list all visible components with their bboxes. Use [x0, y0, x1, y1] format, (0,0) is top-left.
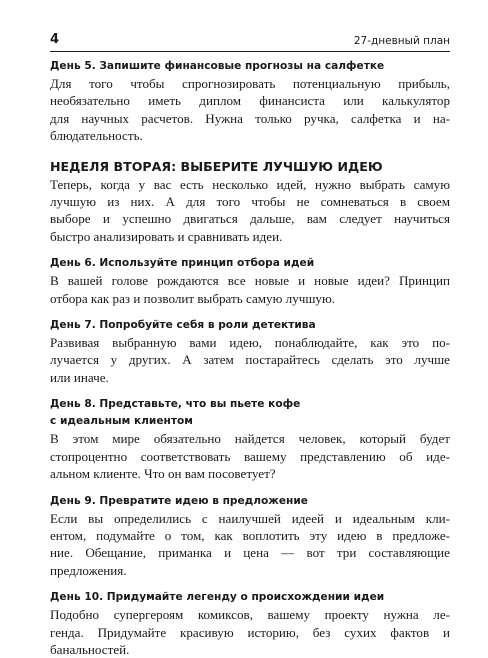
day-5-heading: День 5. Запишите финансовые прогнозы на салфетке — [50, 60, 385, 72]
week-2-heading: НЕДЕЛЯ ВТОРАЯ: ВЫБЕРИТЕ ЛУЧШУЮ ИДЕЮ — [50, 158, 383, 174]
text-line: Подобно супергероям комиксов, вашему проекту нужна ле- — [50, 607, 450, 623]
day-7-text — [50, 334, 450, 386]
text-line: лучается у других. А затем постарайтесь сделать это лучше — [50, 352, 450, 368]
day-6-text — [50, 272, 450, 307]
week-2-text — [50, 176, 450, 246]
text-line: ентом, подумайте о том, как воплотить эту идею в предложе- — [50, 527, 450, 543]
text-line: блюдательность. — [50, 128, 143, 144]
section-day-5 — [50, 58, 450, 145]
day-9-text — [50, 510, 450, 580]
text-line: необязательно иметь диплом финансиста или калькулятор — [50, 93, 450, 109]
section-day-9 — [50, 493, 450, 580]
text-line: альном клиенте. Что он вам посоветует? — [50, 466, 276, 482]
text-line: быстро анализировать и сравнивать идеи. — [50, 228, 283, 244]
running-title: 27-дневный план — [353, 35, 450, 47]
running-header — [50, 30, 450, 52]
day-10-heading: День 10. Придумайте легенду о происхождении идеи — [50, 591, 385, 604]
text-line: ние. Обещание, приманка и цена — вот три составляющие — [50, 545, 450, 561]
section-day-6 — [50, 255, 450, 307]
day-6-heading: День 6. Используйте принцип отбора идей — [50, 257, 315, 270]
text-line: Для того чтобы спрогнозировать потенциальную прибыль, — [50, 76, 450, 91]
day-10-text — [50, 606, 450, 658]
day-5-text — [50, 75, 450, 145]
text-line: стопроцентно соответствовать вашему представлению об иде- — [50, 448, 450, 464]
text-line: банальностей. — [50, 641, 130, 657]
section-day-7 — [50, 317, 450, 386]
day-8-heading-line-2: с идеальным клиентом — [50, 415, 193, 428]
text-line: отбора как раз и позволит выбрать самую лучшую. — [50, 290, 336, 306]
day-7-heading: День 7. Попробуйте себя в роли детектива — [50, 319, 316, 332]
text-line: выборе и успешно двигаться дальше, вам следует научиться — [50, 211, 450, 227]
text-line: В вашей голове рождаются все новые и новые идеи? Принцип — [50, 273, 450, 289]
text-line: Теперь, когда у вас есть несколько идей, нужно выбрать самую — [50, 176, 450, 192]
text-line: В этом мире обязательно найдется человек, который будет — [50, 431, 450, 447]
text-line: лучшую из них. А для того чтобы не сомневаться в своем — [50, 194, 450, 210]
day-8-heading-line-1: День 8. Представьте, что вы пьете кофе — [50, 398, 301, 411]
page-content — [50, 58, 450, 658]
text-line: генда. Придумайте красивую историю, без сухих фактов и — [50, 624, 450, 640]
day-8-text — [50, 430, 450, 482]
text-line: для научных расчетов. Нужна только ручка, салфетка и на- — [50, 110, 450, 126]
text-line: предложения. — [50, 562, 127, 578]
text-line: Если вы определились с наилучшей идеей и идеальным кли- — [50, 510, 450, 526]
book-page — [50, 30, 450, 658]
page-number: 4 — [50, 32, 60, 47]
text-line: или иначе. — [50, 369, 109, 385]
section-week-2 — [50, 158, 450, 246]
text-line: Развивая выбранную вами идею, понаблюдайте, как это по- — [50, 335, 450, 351]
day-9-heading: День 9. Превратите идею в предложение — [50, 494, 308, 507]
section-day-8 — [50, 396, 450, 482]
section-day-10 — [50, 589, 450, 658]
